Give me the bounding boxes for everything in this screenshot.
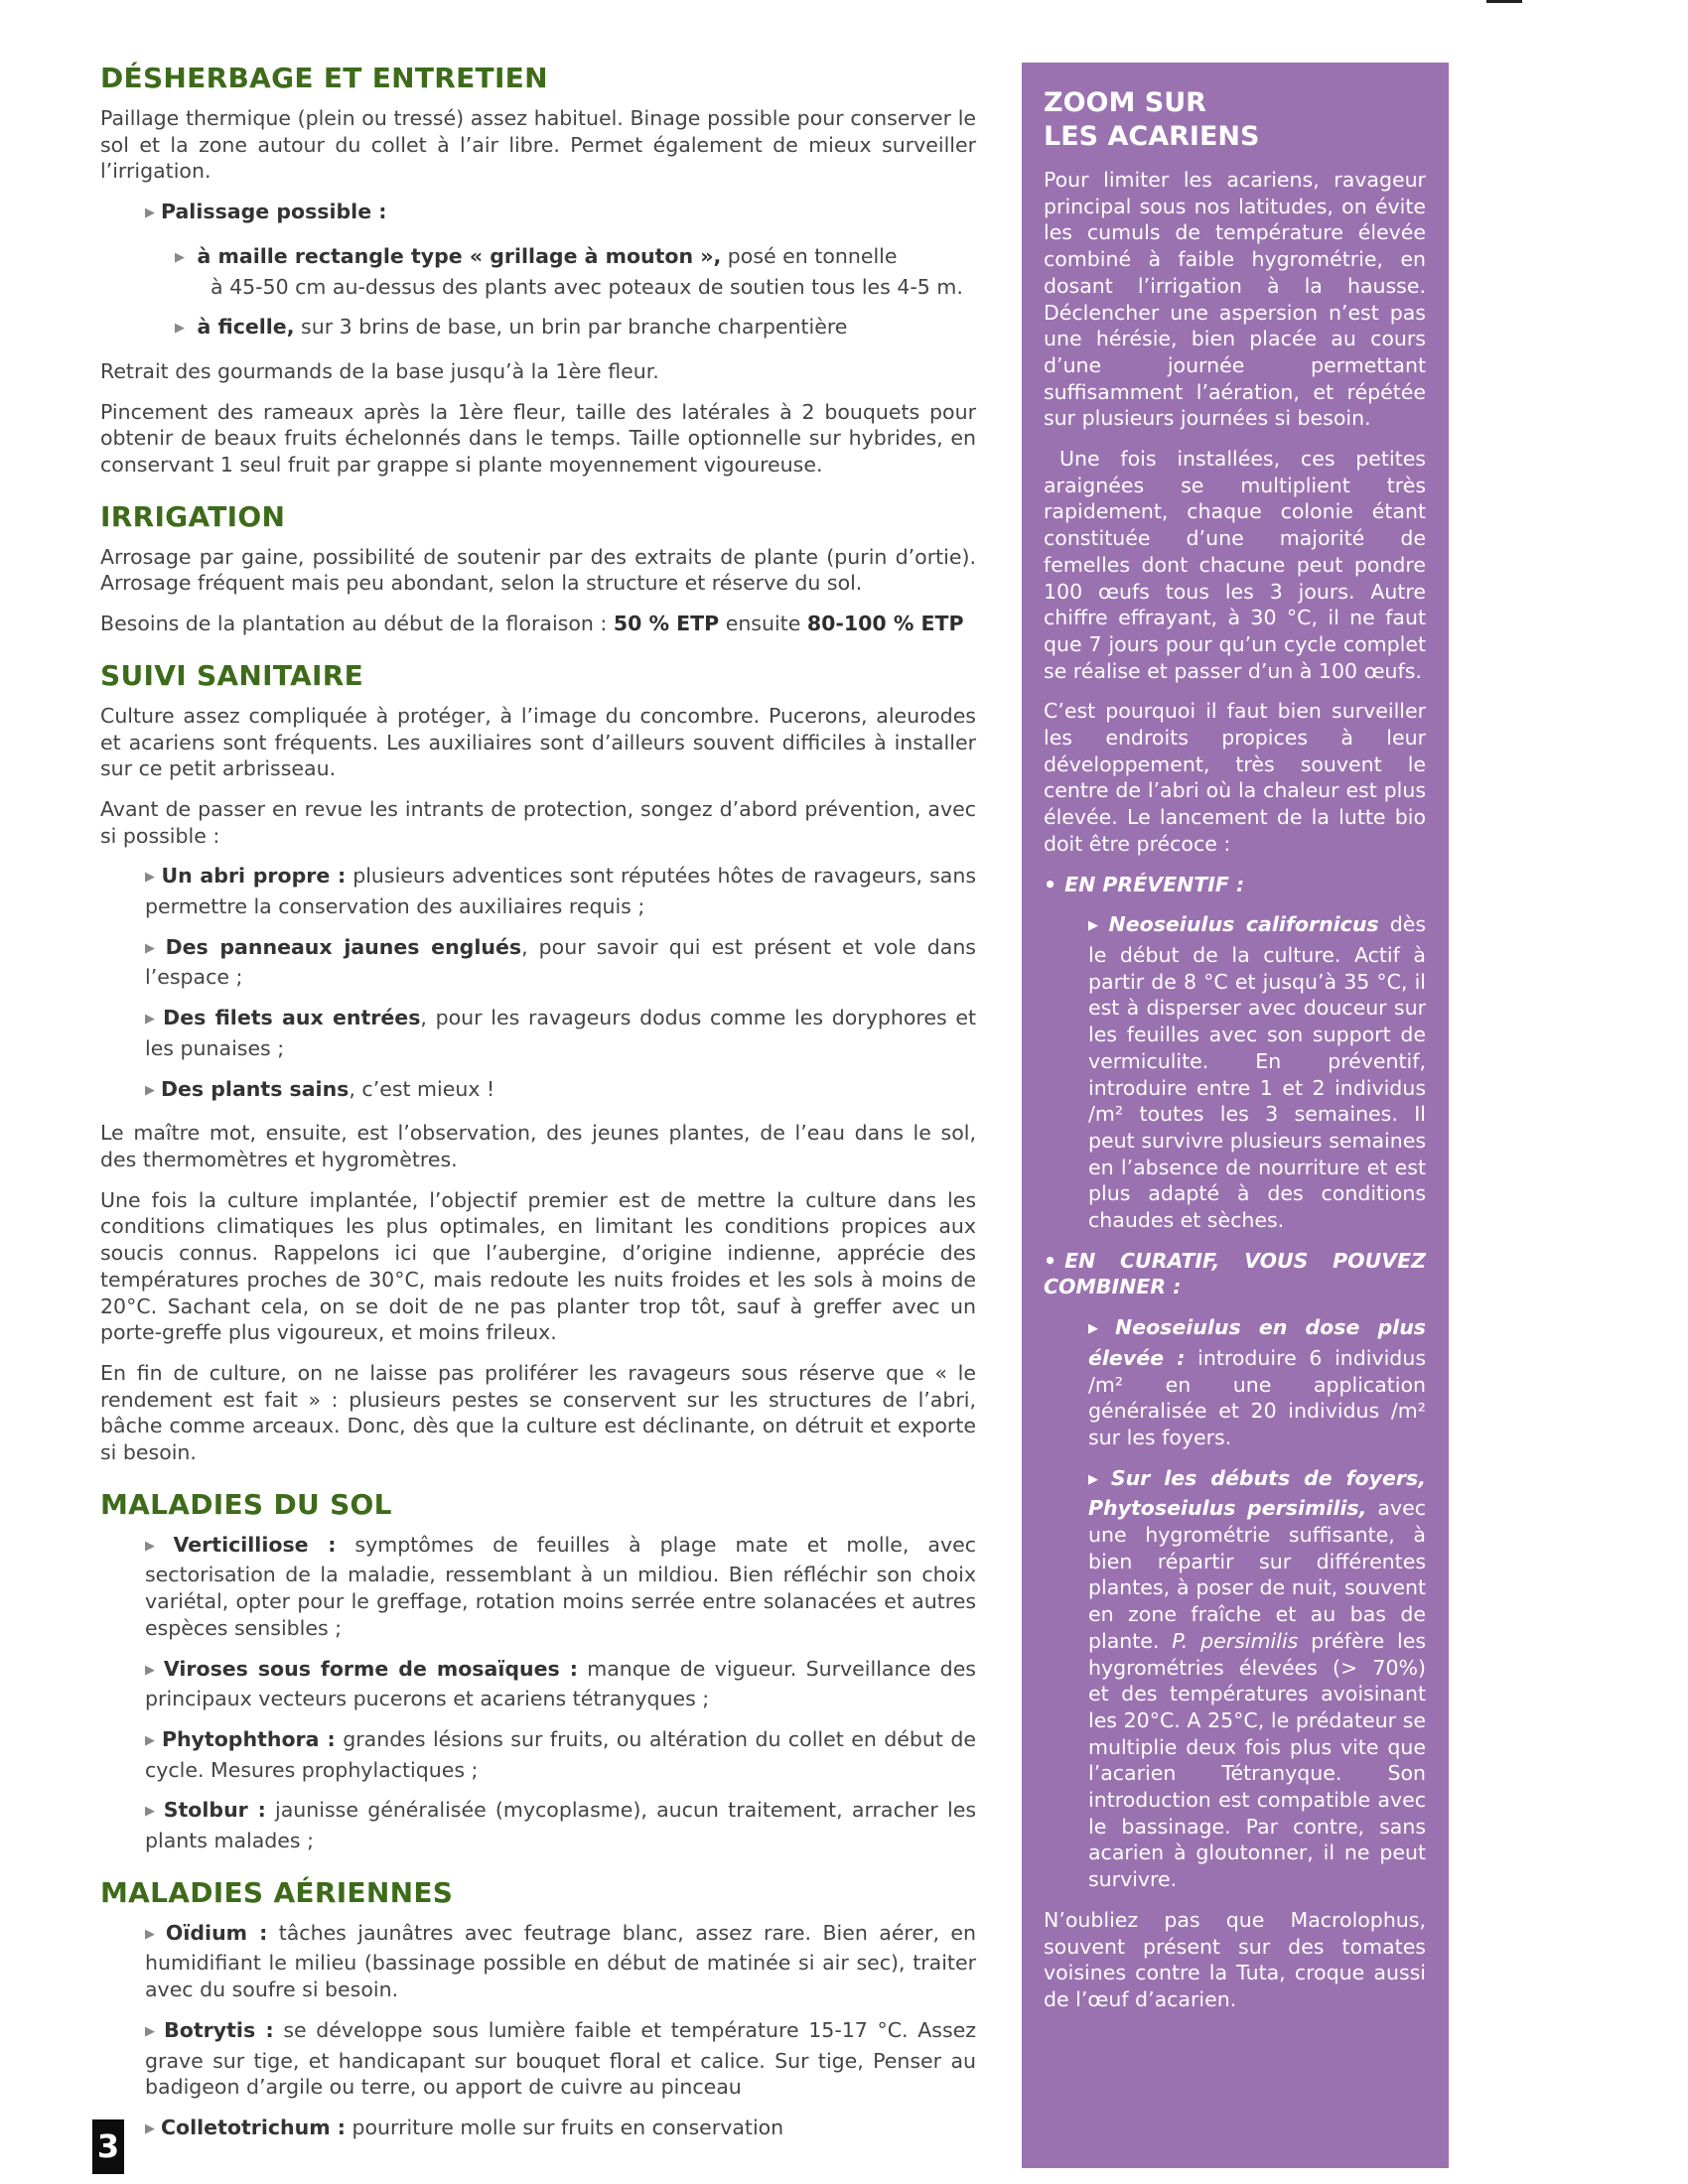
list-item: ▶ Palissage possible :	[145, 200, 387, 224]
list-item: ▶ Botrytis : se développe sous lumière faible et température 15-17 °C. Assez grave sur tige, et handicapant sur bouquet floral et calice. Sur tige, Penser au badigeon d’argile ou terre, ou apport de cuivre au pinceau	[145, 2017, 976, 2100]
section-suivi-sanitaire	[100, 659, 976, 1466]
sidebar-list-item: ▶ Neoseiulus californicus dès le début de la culture. Actif à partir de 8 °C et jusqu’à 35 °C, il est à disperser avec douceur sur les feuilles avec son support de vermiculite. En préventif, introduire entre 1 et 2 individus /m² toutes les 3 semaines. Il peut survivre plusieurs semaines en l’absence de nourriture et est plus adapté à des conditions chaudes et sèches.	[1088, 912, 1426, 1233]
list-item: ▶ Des panneaux jaunes englués, pour savoir qui est présent et vole dans l’espace ;	[145, 934, 976, 990]
paragraph: Une fois la culture implantée, l’objectif premier est de mettre la culture dans les conditions climatiques les plus optimales, en limitant les conditions propices aux soucis connus. Rappelons ici que l’aubergine, d’origine indienne, apprécie des températures proches de 30°C, mais redoute les nuits froides et les sols à moins de 20°C. Sachant cela, on se doit de ne pas planter trop tôt, sauf à greffer avec un porte-greffe plus vigoureux, et moins frileux.	[100, 1187, 976, 1345]
page-number: 3	[92, 2119, 124, 2174]
paragraph: Paillage thermique (plein ou tressé) assez habituel. Binage possible pour conserver le sol et la zone autour du collet à l’air libre. Permet également de mieux surveiller l’irrigation.	[100, 106, 976, 184]
sidebar-list-item: ▶ Sur les débuts de foyers, Phytoseiulus persimilis, avec une hygrométrie suffisante, à bien répartir sur différentes plantes, à poser de nuit, souvent en zone fraîche et au bas de plante. P. persimilis préfère les hygrométries élevées (> 70%) et des températures avoisinant les 20°C. A 25°C, le prédateur se multiplie deux fois plus vite que l’acarien Tétranyque. Son introduction est compatible avec le bassinage. Par contre, sans acarien à gloutonner, il ne peut survivre.	[1088, 1465, 1426, 1892]
sidebar-paragraph: Pour limiter les acariens, ravageur principal sous nos latitudes, on évite les cumuls de température élevée combiné à faible hygrométrie, en dosant l’irrigation à la hausse. Déclencher une aspersion n’est pas une hérésie, bien placée au cours d’une journée permettant suffisamment l’aération, et répétée sur plusieurs journées si besoin.	[1044, 168, 1426, 431]
section-maladies-sol	[100, 1488, 976, 1854]
list-item: ▶ à ficelle, sur 3 brins de base, un brin par branche charpentière	[175, 315, 848, 340]
triangle-bullet-icon: ▶	[145, 2120, 155, 2136]
sidebar-zoom-acariens	[1022, 63, 1449, 2168]
triangle-bullet-icon: ▶	[145, 1926, 160, 1942]
triangle-bullet-icon: ▶	[1088, 1471, 1105, 1487]
triangle-bullet-icon: ▶	[145, 2023, 159, 2039]
list-item: ▶ Un abri propre : plusieurs adventices sont réputées hôtes de ravageurs, sans permettre la conservation des auxiliaires requis ;	[145, 864, 976, 919]
triangle-bullet-icon: ▶	[145, 1804, 158, 1820]
list-item: ▶ Verticilliose : symptômes de feuilles à plage mate et molle, avec sectorisation de la maladie, ressemblant à un mildiou. Bien réfléchir son choix variétal, opter pour le greffage, rotation moins serrée entre solanacées et autres espèces sensibles ;	[145, 1532, 977, 1640]
section-maladies-aeriennes	[100, 1876, 976, 2145]
triangle-bullet-icon: ▶	[145, 1732, 156, 1748]
list-item: ▶ Colletotrichum : pourriture molle sur fruits en conservation	[145, 2115, 784, 2139]
triangle-bullet-icon: ▶	[145, 940, 160, 956]
paragraph: Le maître mot, ensuite, est l’observation, des jeunes plantes, de l’eau dans le sol, des thermomètres et hygromètres.	[100, 1121, 976, 1171]
sidebar-paragraph: C’est pourquoi il faut bien surveiller les endroits propices à leur développement, très souvent le centre de l’abri où la chaleur est plus élevée. Le lancement de la lutte bio doit être précoce :	[1044, 699, 1426, 856]
sidebar-bullet: • EN CURATIF, VOUS POUVEZ COMBINER :	[1044, 1248, 1426, 1299]
section-title: IRRIGATION	[100, 499, 286, 533]
top-rule	[1486, 0, 1522, 3]
main-column	[100, 62, 976, 2167]
paragraph: Retrait des gourmands de la base jusqu’à la 1ère fleur.	[100, 358, 659, 383]
list-item: ▶ Des filets aux entrées, pour les ravageurs dodus comme les doryphores et les punaises ;	[145, 1006, 976, 1060]
paragraph: En fin de culture, on ne laisse pas proliférer les ravageurs sous réserve que « le rendement est fait » : plusieurs pestes se conservent sur les structures de l’abri, bâche comme arceaux. Donc, dès que la culture est déclinante, on détruit et exporte si besoin.	[100, 1360, 976, 1465]
paragraph: Arrosage par gaine, possibilité de soutenir par des extraits de plante (purin d’ortie). Arrosage fréquent mais peu abondant, selon la structure et réserve du sol.	[100, 544, 976, 596]
list-item: ▶ à maille rectangle type « grillage à mouton », posé en tonnelle à 45-50 cm au-dessus des plants avec poteaux de soutien tous les 4-5 m.	[175, 243, 963, 299]
triangle-bullet-icon: ▶	[145, 1662, 158, 1678]
list-item: ▶ Des plants sains, c’est mieux !	[145, 1076, 495, 1101]
sidebar-paragraph: N’oubliez pas que Macrolophus, souvent présent sur des tomates voisines contre la Tuta, croque aussi de l’œuf d’acarien.	[1044, 1907, 1426, 2011]
triangle-bullet-icon: ▶	[145, 205, 155, 221]
triangle-bullet-icon: ▶	[175, 249, 185, 265]
bullet-dot-icon: •	[1044, 872, 1057, 896]
list-item: ▶ Viroses sous forme de mosaïques : manque de vigueur. Surveillance des principaux vecteurs pucerons et acariens tétranyques ;	[145, 1656, 976, 1711]
triangle-bullet-icon: ▶	[145, 870, 156, 886]
triangle-bullet-icon: ▶	[145, 1012, 158, 1027]
sidebar-title: ZOOM SUR LES ACARIENS	[1044, 87, 1260, 152]
sidebar-list-item: ▶ Neoseiulus en dose plus élevée : introduire 6 individus /m² en une application généralisée et 20 individus /m² sur les foyers.	[1088, 1315, 1427, 1449]
triangle-bullet-icon: ▶	[1088, 1321, 1110, 1337]
list-item: ▶ Phytophthora : grandes lésions sur fruits, ou altération du collet en début de cycle. Mesures prophylactiques ;	[145, 1726, 977, 1782]
triangle-bullet-icon: ▶	[145, 1538, 168, 1554]
section-title: SUIVI SANITAIRE	[100, 658, 364, 692]
paragraph: Pincement des rameaux après la 1ère fleur, taille des latérales à 2 bouquets pour obtenir de beaux fruits échelonnés dans le temps. Taille optionnelle sur hybrides, en conservant 1 seul fruit par grappe si plante moyennement vigoureuse.	[100, 399, 976, 478]
sidebar-bullet: • EN PRÉVENTIF :	[1044, 872, 1245, 896]
triangle-bullet-icon: ▶	[175, 321, 185, 337]
triangle-bullet-icon: ▶	[1088, 918, 1103, 934]
bullet-dot-icon: •	[1044, 1248, 1057, 1273]
paragraph: Culture assez compliquée à protéger, à l’image du concombre. Pucerons, aleurodes et acariens sont fréquents. Les auxiliaires sont d’ailleurs souvent difficiles à installer sur ce petit arbrisseau.	[100, 703, 976, 781]
triangle-bullet-icon: ▶	[145, 1082, 155, 1098]
list-item: ▶ Oïdium : tâches jaunâtres avec feutrage blanc, assez rare. Bien aérer, en humidifiant le milieu (bassinage possible en début de matinée si air sec), traiter avec du soufre si besoin.	[145, 1920, 977, 2002]
section-desherbage	[100, 62, 976, 478]
paragraph: Avant de passer en revue les intrants de protection, songez d’abord prévention, avec si possible :	[100, 796, 976, 848]
section-title: DÉSHERBAGE ET ENTRETIEN	[100, 62, 548, 94]
list-item: ▶ Stolbur : jaunisse généralisée (mycoplasme), aucun traitement, arracher les plants malades ;	[145, 1798, 977, 1853]
paragraph: Besoins de la plantation au début de la floraison : 50 % ETP ensuite 80-100 % ETP	[100, 612, 964, 636]
sidebar-paragraph: Une fois installées, ces petites araignées se multiplient très rapidement, chaque colonie étant constituée d’une majorité de femelles dont chacune peut pondre 100 œufs tous les 3 jours. Autre chiffre effrayant, à 30 °C, il ne faut que 7 jours pour qu’un cycle complet se réalise et passer d’un à 100 œufs.	[1044, 447, 1426, 683]
section-title: MALADIES AÉRIENNES	[100, 1875, 454, 1909]
section-title: MALADIES DU SOL	[100, 1487, 392, 1521]
section-irrigation	[100, 500, 976, 637]
